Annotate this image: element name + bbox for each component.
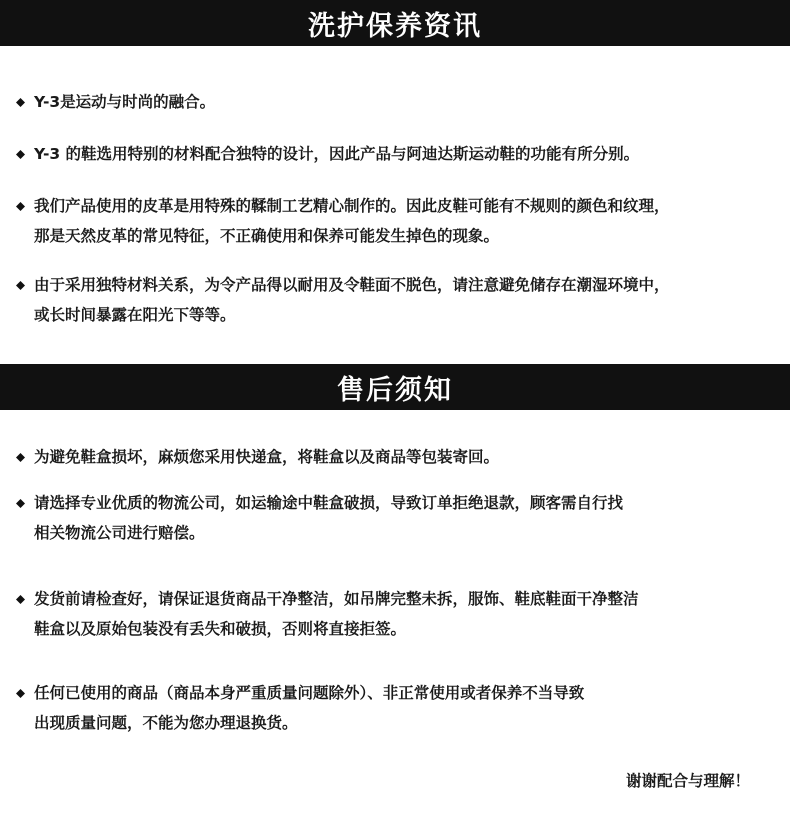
diamond-bullet-icon	[14, 488, 34, 518]
diamond-bullet-icon	[14, 584, 34, 614]
closing-thanks: 谢谢配合与理解！	[625, 772, 750, 790]
care-item-3-line-2: 那是天然皮革的常见特征，不正确使用和保养可能发生掉色的现象。	[34, 227, 500, 245]
care-item-2-line-1: Y-3 的鞋选用特别的材料配合独特的设计，因此产品与阿迪达斯运动鞋的功能有所分别。	[34, 145, 640, 163]
aftersale-item-4-line-1: 任何已使用的商品（商品本身严重质量问题除外）、非正常使用或者保养不当导致	[34, 684, 585, 702]
diamond-bullet-icon	[14, 191, 34, 221]
aftersale-item-3-line-2: 鞋盒以及原始包装没有丢失和破损，否则将直接拒签。	[34, 620, 407, 638]
diamond-bullet-icon	[14, 87, 34, 117]
care-item-4	[14, 270, 784, 330]
care-item-2	[14, 139, 784, 169]
aftersale-item-2-line-1: 请选择专业优质的物流公司，如运输途中鞋盒破损，导致订单拒绝退款，顾客需自行找	[34, 494, 624, 512]
aftersale-item-4-line-2: 出现质量问题，不能为您办理退换货。	[34, 714, 298, 732]
aftersale-item-1	[14, 442, 784, 472]
care-section-title: 洗护保养资讯	[0, 0, 790, 46]
diamond-bullet-icon	[14, 139, 34, 169]
diamond-bullet-icon	[14, 270, 34, 300]
care-item-1	[14, 87, 784, 117]
aftersale-item-4	[14, 678, 784, 738]
care-item-4-line-2: 或长时间暴露在阳光下等等。	[34, 306, 236, 324]
care-item-3-line-1: 我们产品使用的皮革是用特殊的鞣制工艺精心制作的。因此皮鞋可能有不规则的颜色和纹理，	[34, 197, 670, 215]
aftersale-section-title: 售后须知	[0, 364, 790, 410]
aftersale-item-3	[14, 584, 784, 644]
aftersale-item-3-line-1: 发货前请检查好，请保证退货商品干净整洁，如吊牌完整未拆，服饰、鞋底鞋面干净整洁	[34, 590, 639, 608]
aftersale-item-2	[14, 488, 784, 548]
care-item-4-line-1: 由于采用独特材料关系，为令产品得以耐用及令鞋面不脱色，请注意避免储存在潮湿环境中，	[34, 276, 670, 294]
diamond-bullet-icon	[14, 442, 34, 472]
diamond-bullet-icon	[14, 678, 34, 708]
care-item-3	[14, 191, 784, 251]
care-item-1-line-1: Y-3是运动与时尚的融合。	[34, 93, 216, 111]
aftersale-item-1-line-1: 为避免鞋盒损坏，麻烦您采用快递盒，将鞋盒以及商品等包装寄回。	[34, 448, 500, 466]
aftersale-item-2-line-2: 相关物流公司进行赔偿。	[34, 524, 205, 542]
